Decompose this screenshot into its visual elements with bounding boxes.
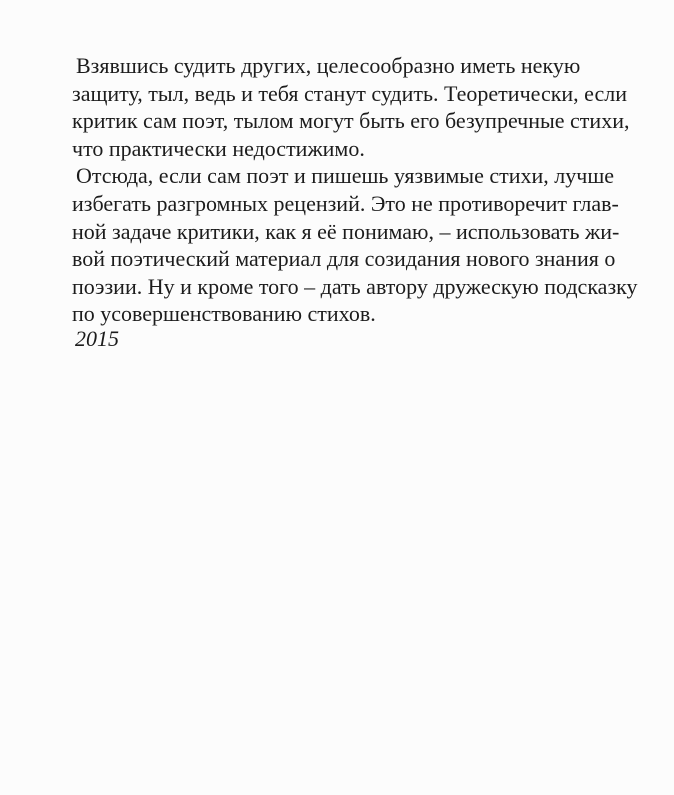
text-line: по усовершенствованию стихов. — [72, 301, 376, 327]
body-text — [72, 52, 638, 328]
text-line: что практически недостижимо. — [72, 135, 365, 161]
text-line: Отсюда, если сам поэт и пишешь уязвимые стихи, лучше — [76, 163, 615, 189]
text-line: Взявшись судить других, целесообразно иметь некую — [76, 53, 581, 78]
paragraph-1 — [72, 52, 636, 162]
text-line: вой поэтический материал для созидания нового знания о — [72, 246, 616, 272]
paragraph-2 — [72, 162, 638, 328]
text-line: защиту, тыл, ведь и тебя станут судить. Теоретически, если — [72, 80, 627, 106]
text-line: ной задаче критики, как я её понимаю, – использовать жи- — [72, 218, 620, 244]
text-line: избегать разгромных рецензий. Это не противоречит глав- — [72, 190, 619, 216]
text-line: критик сам поэт, тылом могут быть его безупречные стихи, — [72, 108, 630, 134]
text-line: поэзии. Ну и кроме того – дать автору дружескую подсказку — [72, 273, 638, 299]
date-year: 2015 — [75, 326, 119, 351]
